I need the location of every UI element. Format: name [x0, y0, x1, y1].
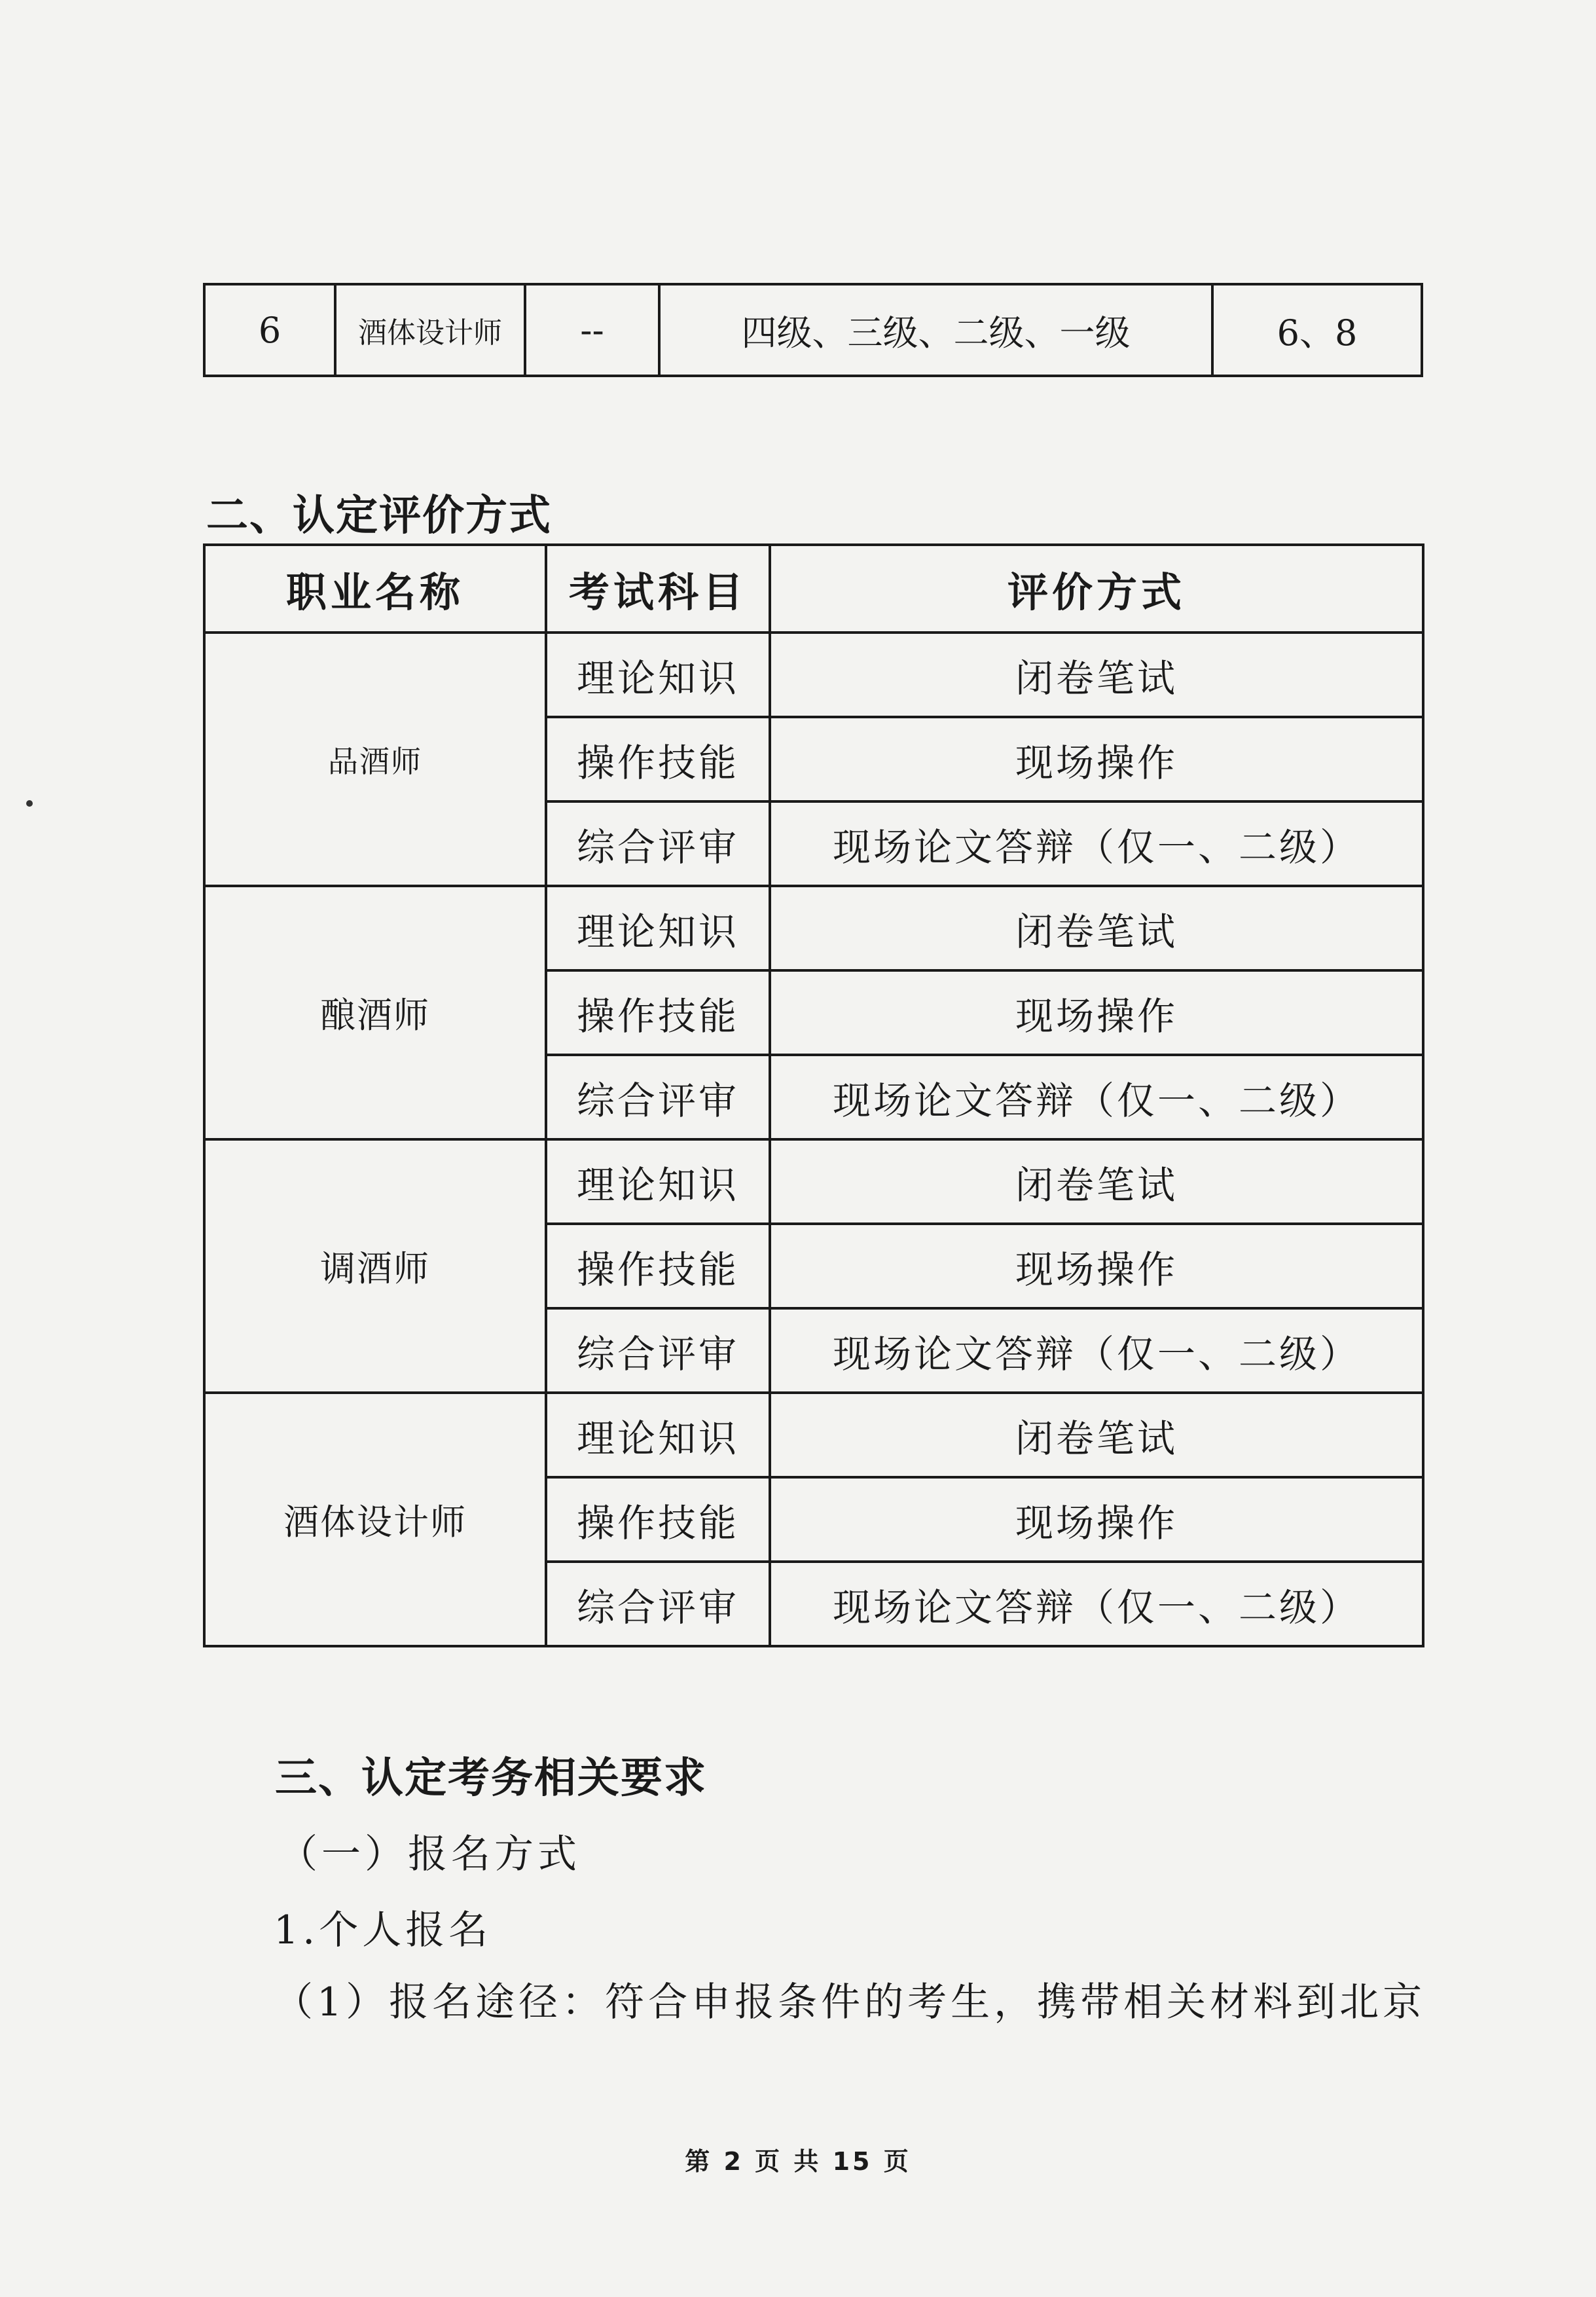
subject-cell: 综合评审 [546, 1308, 770, 1393]
subject-cell: 理论知识 [546, 1393, 770, 1477]
row-index: 6 [204, 284, 335, 376]
subject-cell: 综合评审 [546, 1055, 770, 1139]
levels-cell: 四级、三级、二级、一级 [659, 284, 1212, 376]
table-row [204, 1393, 1423, 1477]
blank-cell: -- [525, 284, 659, 376]
section-3-heading: 三、认定考务相关要求 [275, 1754, 707, 1803]
method-cell: 现场论文答辩（仅一、二级） [770, 1055, 1423, 1139]
page-number-footer: 第 2 页 共 15 页 [685, 2147, 911, 2176]
method-cell: 闭卷笔试 [770, 633, 1423, 717]
subject-cell: 操作技能 [546, 970, 770, 1055]
subject-cell: 操作技能 [546, 1477, 770, 1562]
header-subject: 考试科目 [546, 545, 770, 633]
method-cell: 闭卷笔试 [770, 1393, 1423, 1477]
method-cell: 现场论文答辩（仅一、二级） [770, 1308, 1423, 1393]
table-row [204, 633, 1423, 717]
subject-cell: 理论知识 [546, 633, 770, 717]
paragraph: （1）报名途径：符合申报条件的考生，携带相关材料到北京 [274, 1979, 1426, 2025]
job-name: 酿酒师 [204, 886, 546, 1139]
method-cell: 现场论文答辩（仅一、二级） [770, 1562, 1423, 1646]
table-row [204, 284, 1422, 376]
subject-cell: 理论知识 [546, 1139, 770, 1224]
section-2-heading: 二、认定评价方式 [206, 492, 552, 540]
job-name: 酒体设计师 [204, 1393, 546, 1646]
paragraph: 1.个人报名 [274, 1907, 492, 1953]
header-method: 评价方式 [770, 545, 1423, 633]
subject-cell: 理论知识 [546, 886, 770, 970]
method-cell: 现场操作 [770, 1224, 1423, 1308]
subject-cell: 综合评审 [546, 801, 770, 886]
job-name: 品酒师 [204, 633, 546, 886]
job-name: 酒体设计师 [335, 284, 525, 376]
table-header-row [204, 545, 1423, 633]
method-cell: 现场操作 [770, 717, 1423, 801]
table-row [204, 1139, 1423, 1224]
note-cell: 6、8 [1212, 284, 1422, 376]
subject-cell: 操作技能 [546, 1224, 770, 1308]
subsection-heading: （一）报名方式 [278, 1831, 581, 1877]
subject-cell: 综合评审 [546, 1562, 770, 1646]
method-cell: 现场操作 [770, 970, 1423, 1055]
scan-speck [26, 800, 33, 807]
method-cell: 现场操作 [770, 1477, 1423, 1562]
subject-cell: 操作技能 [546, 717, 770, 801]
method-cell: 闭卷笔试 [770, 886, 1423, 970]
evaluation-method-table [203, 543, 1424, 1647]
job-name: 调酒师 [204, 1139, 546, 1393]
method-cell: 闭卷笔试 [770, 1139, 1423, 1224]
header-job: 职业名称 [204, 545, 546, 633]
method-cell: 现场论文答辩（仅一、二级） [770, 801, 1423, 886]
table-row [204, 886, 1423, 970]
occupation-table-continuation [203, 283, 1423, 377]
